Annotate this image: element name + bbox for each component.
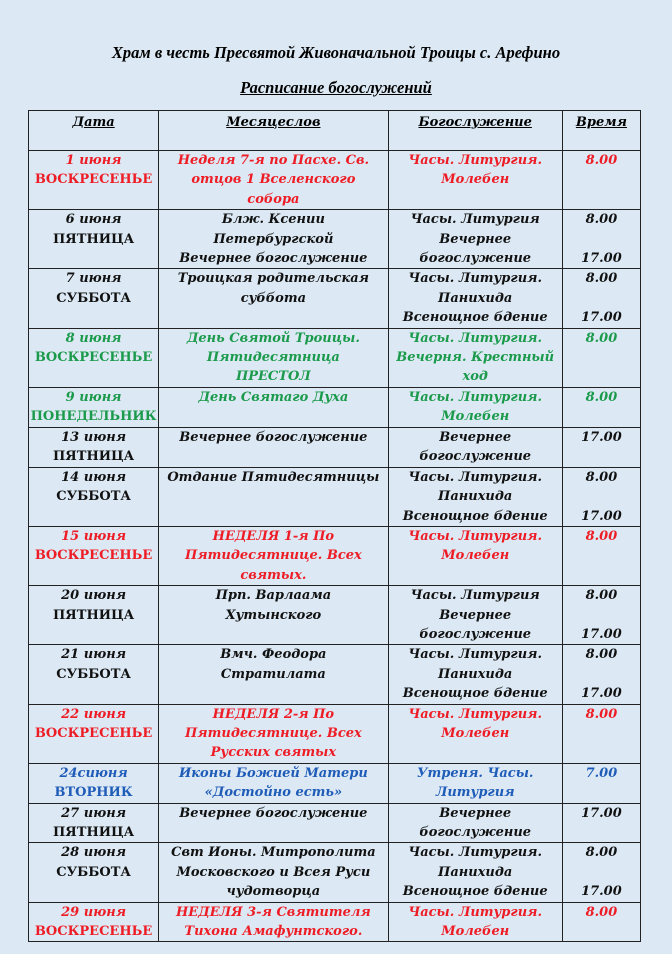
table-row (29, 843, 641, 902)
column-header-time: Время (562, 111, 640, 151)
time-cell (562, 803, 640, 843)
service-line: Панихида (438, 666, 513, 682)
service-line: Часы. Литургия (410, 588, 540, 604)
weekday-text: ВОСКРЕСЕНЬЕ (34, 350, 153, 366)
calendar-cell (159, 210, 388, 269)
weekday-text: СУББОТА (56, 864, 131, 880)
service-line: ход (462, 369, 488, 385)
service-cell (388, 210, 562, 269)
date-text: 21 июня (61, 647, 127, 663)
date-text: 24сиюня (59, 765, 128, 781)
calendar-line: ПРЕСТОЛ (235, 369, 311, 385)
calendar-cell (159, 151, 388, 210)
calendar-line: НЕДЕЛЯ 3-я Святителя (175, 904, 371, 920)
calendar-cell (159, 387, 388, 427)
date-cell (29, 803, 159, 843)
calendar-line: Тихона Амафунтского. (184, 924, 363, 940)
calendar-line: Свт Ионы. Митрополита (171, 845, 376, 861)
table-row (29, 704, 641, 763)
time-line: 17.00 (581, 686, 622, 702)
service-line: Всенощное бдение (402, 884, 548, 900)
calendar-line: НЕДЕЛЯ 2-я По (212, 706, 335, 722)
calendar-line (159, 625, 387, 644)
service-cell (388, 427, 562, 467)
service-line: Часы. Литургия. (408, 528, 543, 544)
service-line: Часы. Литургия. (408, 845, 543, 861)
table-row (29, 467, 641, 526)
weekday-text: СУББОТА (56, 666, 131, 682)
service-line: Всенощное бдение (402, 686, 548, 702)
time-cell (562, 704, 640, 763)
column-header-service: Богослужение (388, 111, 562, 151)
time-line: 8.00 (585, 330, 618, 346)
service-line: Молебен (441, 924, 510, 940)
time-line: 17.00 (581, 626, 622, 642)
date-text: 9 июня (65, 389, 122, 405)
date-text: 14 июня (61, 469, 127, 485)
time-cell (562, 387, 640, 427)
time-line: 17.00 (581, 310, 622, 326)
date-cell (29, 763, 159, 803)
service-cell (388, 328, 562, 387)
date-cell (29, 387, 159, 427)
calendar-line: Стратилата (220, 666, 326, 682)
date-cell (29, 645, 159, 704)
weekday-text: ПЯТНИЦА (53, 825, 135, 840)
calendar-line: Пятидесятнице. Всех (184, 725, 362, 741)
calendar-line: Хутынского (225, 607, 322, 623)
calendar-line: Иконы Божией Матери (178, 765, 368, 781)
date-cell (29, 526, 159, 585)
calendar-line: День Святой Троицы. (186, 330, 360, 346)
date-text: 13 июня (61, 429, 127, 445)
service-cell (388, 151, 562, 210)
time-line: 8.00 (585, 212, 618, 228)
calendar-cell (159, 467, 388, 526)
service-line: Вечернее (439, 805, 512, 821)
page-title: Храм в честь Пресвятой Живоначальной Троицы с. Арефино (111, 43, 561, 62)
calendar-line: отцов 1 Вселенского (191, 172, 356, 188)
schedule-subtitle: Расписание богослужений (240, 78, 432, 97)
time-line: 8.00 (585, 904, 618, 920)
date-text: 8 июня (65, 330, 122, 346)
date-text: 27 июня (61, 805, 127, 821)
table-row (29, 645, 641, 704)
time-line (563, 230, 640, 249)
time-line: 8.00 (585, 389, 618, 405)
time-line: 17.00 (581, 884, 622, 900)
calendar-line: Неделя 7-я по Пасхе. Св. (177, 153, 370, 168)
time-cell (562, 269, 640, 328)
table-row (29, 210, 641, 269)
calendar-line: Пятидесятнице. Всех (184, 548, 362, 564)
date-text: 6 июня (65, 212, 122, 228)
service-cell (388, 763, 562, 803)
service-cell (388, 803, 562, 843)
time-cell (562, 843, 640, 902)
service-line: богослужение (419, 825, 532, 840)
date-cell (29, 467, 159, 526)
calendar-cell (159, 586, 388, 645)
table-row (29, 328, 641, 387)
time-line (563, 665, 640, 684)
calendar-cell (159, 645, 388, 704)
calendar-line (159, 487, 387, 506)
table-row (29, 586, 641, 645)
date-cell (29, 210, 159, 269)
weekday-text: ПОНЕДЕЛЬНИК (30, 409, 157, 425)
calendar-cell (159, 269, 388, 328)
date-cell (29, 586, 159, 645)
service-cell (388, 586, 562, 645)
calendar-line: Московского и Всея Руси (176, 864, 371, 880)
service-line: Часы. Литургия. (408, 330, 543, 346)
service-line: Часы. Литургия (410, 212, 540, 228)
time-cell (562, 586, 640, 645)
date-cell (29, 843, 159, 902)
time-cell (562, 902, 640, 942)
service-line: Вечернее (439, 231, 512, 247)
table-row (29, 763, 641, 803)
service-line: Всенощное бдение (402, 310, 548, 326)
service-line: Молебен (441, 725, 510, 741)
service-line: Часы. Литургия. (408, 271, 543, 287)
date-text: 7 июня (65, 271, 122, 287)
time-cell (562, 763, 640, 803)
weekday-text: ПЯТНИЦА (53, 449, 135, 465)
time-cell (562, 645, 640, 704)
time-line: 17.00 (581, 508, 622, 524)
calendar-cell (159, 763, 388, 803)
service-line: Всенощное бдение (402, 508, 548, 524)
table-row (29, 803, 641, 843)
time-line (563, 487, 640, 506)
calendar-line: суббота (240, 290, 307, 306)
calendar-line: Пятидесятница (206, 350, 340, 366)
service-line: Литургия (435, 785, 515, 801)
table-row (29, 387, 641, 427)
service-line: Молебен (441, 172, 510, 188)
service-line: Вечерня. Крестный (396, 350, 555, 366)
table-row (29, 269, 641, 328)
calendar-line: Троицкая родительская (177, 271, 370, 287)
time-line: 8.00 (585, 528, 618, 544)
service-cell (388, 843, 562, 902)
service-cell (388, 269, 562, 328)
calendar-line: чудотворца (226, 884, 321, 900)
schedule-rows (29, 151, 641, 942)
service-line: богослужение (419, 251, 532, 267)
service-line: Вечернее (439, 607, 512, 623)
service-line: Молебен (441, 409, 510, 425)
service-line: Панихида (438, 489, 513, 505)
service-line: Молебен (441, 548, 510, 564)
time-cell (562, 427, 640, 467)
service-line: Часы. Литургия. (408, 469, 543, 485)
time-line (563, 606, 640, 625)
calendar-line: Русских святых (210, 745, 337, 761)
calendar-cell (159, 328, 388, 387)
service-line: Часы. Литургия. (408, 647, 543, 663)
time-line: 8.00 (585, 271, 618, 287)
date-text: 29 июня (61, 904, 127, 920)
time-cell (562, 151, 640, 210)
service-cell (388, 467, 562, 526)
column-header-date: Дата (29, 111, 159, 151)
time-cell (562, 328, 640, 387)
weekday-text: ВОСКРЕСЕНЬЕ (34, 924, 153, 940)
calendar-line: День Святаго Духа (198, 389, 349, 405)
service-line: Вечернее (439, 429, 512, 445)
time-line: 8.00 (585, 588, 618, 604)
calendar-cell (159, 526, 388, 585)
time-line: 8.00 (585, 845, 618, 861)
time-line: 7.00 (585, 765, 618, 781)
date-cell (29, 269, 159, 328)
calendar-line: Петербургской (213, 231, 334, 247)
time-cell (562, 526, 640, 585)
calendar-cell (159, 427, 388, 467)
service-line: Часы. Литургия. (408, 153, 543, 168)
calendar-line: Вечернее богослужение (179, 251, 368, 267)
calendar-cell (159, 803, 388, 843)
calendar-line: собора (247, 191, 300, 207)
table-header-row (29, 111, 641, 151)
date-text: 28 июня (61, 845, 127, 861)
service-cell (388, 387, 562, 427)
service-line: Часы. Литургия. (408, 904, 543, 920)
calendar-line (159, 308, 387, 327)
time-line: 17.00 (581, 251, 622, 267)
date-cell (29, 704, 159, 763)
time-line: 17.00 (581, 429, 622, 445)
service-cell (388, 645, 562, 704)
time-line: 8.00 (585, 706, 618, 722)
service-line: Часы. Литургия. (408, 389, 543, 405)
calendar-line: Прп. Варлаама (215, 588, 332, 604)
date-cell (29, 902, 159, 942)
service-line: богослужение (419, 626, 532, 642)
time-line (563, 289, 640, 308)
time-line: 17.00 (581, 805, 622, 821)
service-line: Часы. Литургия. (408, 706, 543, 722)
service-line: Панихида (438, 864, 513, 880)
table-row (29, 526, 641, 585)
date-text: 15 июня (61, 528, 127, 544)
calendar-line: Отдание Пятидесятницы (167, 469, 380, 485)
weekday-text: ВОСКРЕСЕНЬЕ (34, 548, 153, 564)
service-cell (388, 704, 562, 763)
weekday-text: СУББОТА (56, 290, 131, 306)
calendar-cell (159, 902, 388, 942)
calendar-line: Вечернее богослужение (179, 805, 368, 821)
table-row (29, 427, 641, 467)
date-text: 22 июня (61, 706, 127, 722)
time-line (563, 863, 640, 882)
calendar-cell (159, 843, 388, 902)
calendar-line: Вечернее богослужение (179, 429, 368, 445)
calendar-line: НЕДЕЛЯ 1-я По (212, 528, 335, 544)
time-line: 8.00 (585, 647, 618, 663)
service-line: Утреня. Часы. (416, 765, 534, 781)
date-text: 1 июня (65, 153, 122, 168)
calendar-line: «Достойно есть» (204, 785, 343, 801)
weekday-text: ПЯТНИЦА (53, 231, 135, 247)
time-line: 8.00 (585, 153, 618, 168)
table-row (29, 151, 641, 210)
table-row (29, 902, 641, 942)
schedule-table (28, 110, 641, 942)
weekday-text: ВТОРНИК (54, 785, 133, 801)
date-cell (29, 151, 159, 210)
service-line: богослужение (419, 449, 532, 465)
time-line: 8.00 (585, 469, 618, 485)
weekday-text: ВОСКРЕСЕНЬЕ (34, 725, 153, 741)
calendar-line (159, 507, 387, 526)
calendar-line: святых. (240, 567, 307, 583)
date-text: 20 июня (61, 588, 127, 604)
service-line: Панихида (438, 290, 513, 306)
time-cell (562, 467, 640, 526)
weekday-text: ВОСКРЕСЕНЬЕ (34, 172, 153, 188)
date-cell (29, 328, 159, 387)
time-cell (562, 210, 640, 269)
calendar-line: Блж. Ксении (221, 212, 325, 228)
calendar-line (159, 684, 387, 703)
calendar-cell (159, 704, 388, 763)
calendar-line: Вмч. Феодора (220, 647, 327, 663)
column-header-calendar: Месяцеслов (159, 111, 388, 151)
service-cell (388, 526, 562, 585)
weekday-text: СУББОТА (56, 489, 131, 505)
service-cell (388, 902, 562, 942)
weekday-text: ПЯТНИЦА (53, 607, 135, 623)
date-cell (29, 427, 159, 467)
